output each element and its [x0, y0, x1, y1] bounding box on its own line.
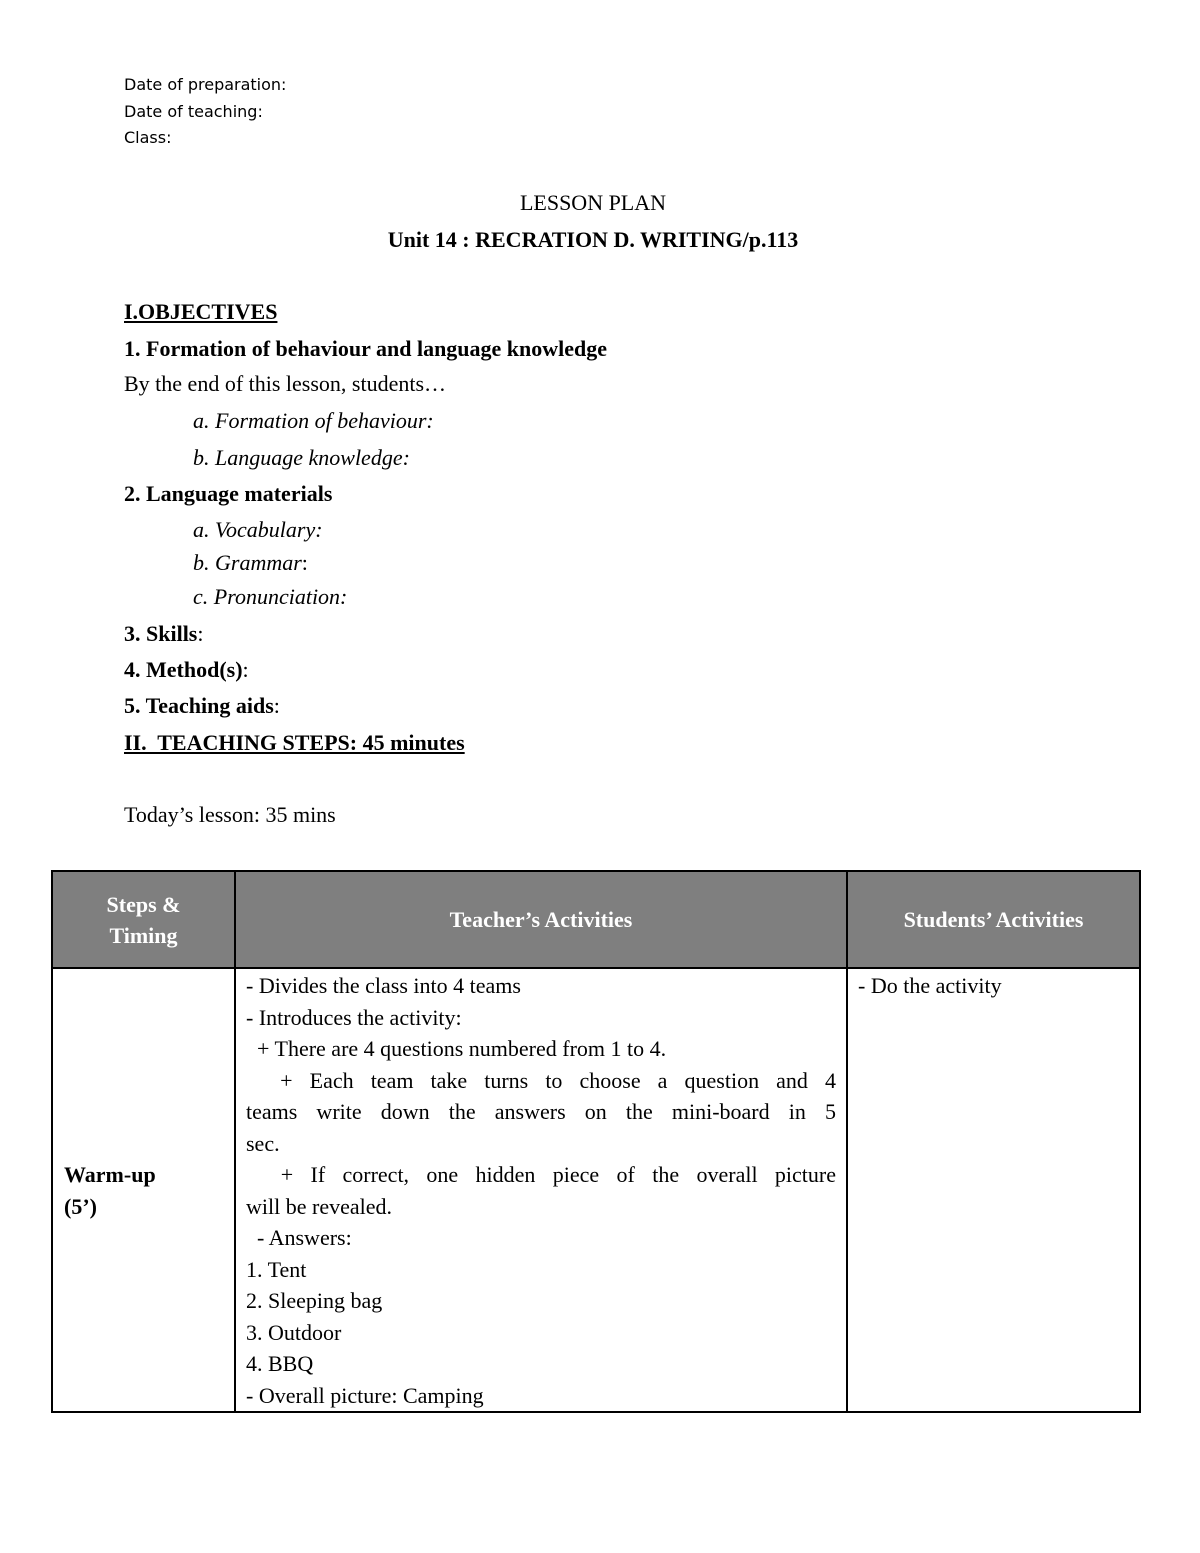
objective-2b-colon: : — [301, 550, 308, 575]
header-steps-line1: Steps & — [106, 891, 181, 917]
teacher-line: 2. Sleeping bag — [246, 1288, 383, 1313]
step-timing: (5’) — [64, 1193, 97, 1219]
objective-5 — [124, 693, 280, 719]
objective-4-colon: : — [242, 657, 249, 682]
teacher-line: - Divides the class into 4 teams — [246, 973, 521, 998]
header-students-activities: Students’ Activities — [847, 871, 1140, 968]
objective-4 — [124, 657, 249, 683]
objective-2a: a. Vocabulary: — [193, 517, 323, 542]
todays-lesson: Today’s lesson: 35 mins — [124, 802, 336, 827]
header-steps-line2: Timing — [109, 922, 178, 948]
teacher-line: + Each team take turns to choose a question and 4 — [246, 1067, 836, 1093]
teacher-line: - Overall picture: Camping — [246, 1382, 484, 1408]
teacher-line: will be revealed. — [246, 1193, 392, 1219]
teacher-line: + If correct, one hidden piece of the overall picture — [246, 1162, 836, 1187]
teacher-line: - Introduces the activity: — [246, 1004, 462, 1030]
objective-4-label: 4. Method(s) — [124, 657, 243, 682]
table-header-row — [52, 871, 1140, 968]
step-cell — [52, 968, 235, 1412]
table-row — [52, 968, 1140, 1412]
teacher-line: teams write down the answers on the mini-board in 5 — [246, 1099, 836, 1124]
teacher-line: 4. BBQ — [246, 1351, 314, 1376]
date-of-teaching: Date of teaching: — [124, 102, 263, 121]
objective-2b-label: b. Grammar — [193, 550, 302, 575]
objective-1-heading: 1. Formation of behaviour and language knowledge — [124, 336, 608, 361]
objective-3-colon: : — [197, 621, 204, 646]
objectives-intro: By the end of this lesson, students… — [124, 371, 447, 396]
students-line: - Do the activity — [858, 973, 1002, 998]
objective-5-colon: : — [273, 693, 280, 718]
step-name: Warm-up — [64, 1162, 156, 1187]
header-steps-timing — [52, 871, 235, 968]
teacher-activities-cell — [235, 968, 847, 1412]
objective-2c: c. Pronunciation: — [193, 584, 348, 609]
teaching-steps-heading: II. TEACHING STEPS: 45 minutes — [124, 730, 465, 755]
header-teacher-activities: Teacher’s Activities — [235, 871, 847, 968]
objective-2b — [193, 550, 308, 576]
teacher-line: 1. Tent — [246, 1256, 307, 1282]
objective-5-label: 5. Teaching aids — [124, 693, 274, 718]
date-of-preparation: Date of preparation: — [124, 75, 287, 94]
lesson-steps-table — [51, 870, 1141, 1413]
teacher-line: + There are 4 questions numbered from 1 to 4. — [246, 1036, 667, 1061]
class-label: Class: — [124, 128, 172, 147]
objectives-heading: I.OBJECTIVES — [124, 299, 278, 324]
teacher-line: sec. — [246, 1130, 280, 1156]
objective-2-heading: 2. Language materials — [124, 481, 333, 506]
objective-1a: a. Formation of behaviour: — [193, 408, 434, 433]
objective-3-label: 3. Skills — [124, 621, 198, 646]
objective-3 — [124, 621, 204, 647]
unit-title: Unit 14 : RECRATION D. WRITING/p.113 — [387, 227, 799, 252]
teacher-line: - Answers: — [246, 1225, 352, 1250]
document-title: LESSON PLAN — [519, 190, 667, 215]
teacher-line: 3. Outdoor — [246, 1319, 342, 1345]
objective-1b: b. Language knowledge: — [193, 445, 410, 470]
students-activities-cell — [847, 968, 1140, 1412]
